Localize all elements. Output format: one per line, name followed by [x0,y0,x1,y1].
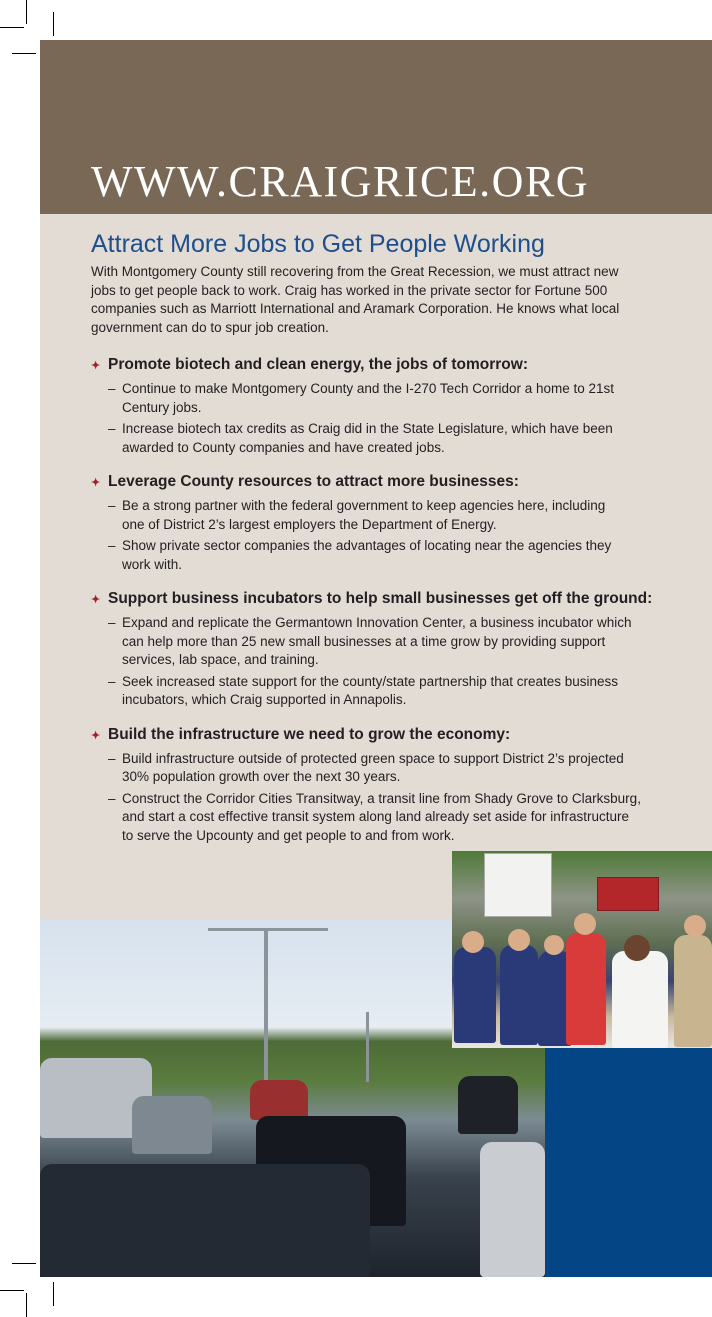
face [508,929,530,951]
website-url: WWW.CRAIGRICE.ORG [91,157,590,206]
star-bullet-icon: ✦ [91,477,101,489]
policy-point [91,724,671,846]
sub-list [108,750,671,846]
jobs-section [91,230,671,859]
intro-line: With Montgomery County still recovering from the Great Recession, we must attract new [91,264,619,279]
dash-bullet-icon: – [108,538,116,553]
intro-paragraph [91,263,671,337]
section-title: Attract More Jobs to Get People Working [91,230,545,258]
scout [612,951,668,1048]
dash-bullet-icon: – [108,673,116,689]
crop-mark [26,0,27,24]
star-bullet-icon: ✦ [91,594,101,606]
list-item: – Construct the Corridor Cities Transitway, a transit line from Shady Grove to Clarksburg, and start a cost effective transit system along land already set aside for infrastructure to serve the Upcounty and get people to and from work. [108,790,671,846]
scout [454,947,496,1043]
crop-mark [0,1290,24,1291]
sub-list [108,380,671,457]
star-bullet-icon: ✦ [91,729,101,742]
face [462,931,484,953]
intro-line: jobs to get people back to work. Craig has worked in the private sector for Fortune 500 [91,282,608,298]
policy-point [91,588,671,710]
list-item: – Expand and replicate the Germantown Innovation Center, a business incubator which can help more than 25 new small businesses at a time grow by providing support services, lab space, and training. [108,614,671,670]
scout [674,935,712,1047]
crop-mark [26,1293,27,1317]
car [132,1096,212,1154]
list-item: – Be a strong partner with the federal government to keep agencies here, including one of District 2’s largest employers the Department of Energy. [108,497,671,534]
car [250,1080,308,1120]
truck [597,877,659,911]
sub-list [108,497,671,574]
crop-mark [12,53,36,54]
crop-mark [0,27,24,28]
intro-line: government can do to spur job creation. [91,319,329,335]
brochure-panel [40,40,712,1277]
street-light-pole [264,930,268,1080]
scout [500,945,538,1045]
point-title: Build the infrastructure we need to grow the economy: [108,725,511,743]
sub-list [108,614,671,710]
policy-point [91,471,671,574]
face [684,915,706,937]
list-item: – Increase biotech tax credits as Craig did in the State Legislature, which have been awarded to County companies and have created jobs. [108,420,671,457]
car [458,1076,518,1134]
list-item: – Seek increased state support for the county/state partnership that creates business incubators, which Craig supported in Annapolis. [108,673,671,710]
car [40,1164,370,1277]
truck [484,853,552,917]
dash-bullet-icon: – [108,498,116,513]
street-light-arm [208,928,328,931]
scout [566,933,606,1045]
car [480,1142,545,1277]
star-bullet-icon: ✦ [91,360,101,372]
dash-bullet-icon: – [108,750,116,766]
point-title: Support business incubators to help small businesses get off the ground: [108,590,653,607]
header-band [40,40,712,214]
crop-mark [53,1282,54,1306]
crop-mark [12,1263,36,1264]
dash-bullet-icon: – [108,381,116,396]
scouts-photo [452,851,712,1048]
dash-bullet-icon: – [108,790,116,806]
point-title: Promote biotech and clean energy, the jobs of tomorrow: [108,356,528,373]
dash-bullet-icon: – [108,615,116,630]
face [574,913,596,935]
crop-mark [53,12,54,36]
list-item: – Build infrastructure outside of protected green space to support District 2’s projected 30% population growth over the next 30 years. [108,750,671,787]
street-light-pole [366,1012,369,1082]
list-item: – Continue to make Montgomery County and the I-270 Tech Corridor a home to 21st Century jobs. [108,380,671,417]
blue-color-block [545,1048,712,1277]
face [544,935,564,955]
intro-line: companies such as Marriott International and Aramark Corporation. He knows what local [91,301,620,316]
point-title: Leverage County resources to attract more businesses: [108,473,519,490]
face [624,935,650,961]
list-item: – Show private sector companies the advantages of locating near the agencies they work with. [108,537,671,574]
policy-point [91,354,671,457]
dash-bullet-icon: – [108,421,116,436]
